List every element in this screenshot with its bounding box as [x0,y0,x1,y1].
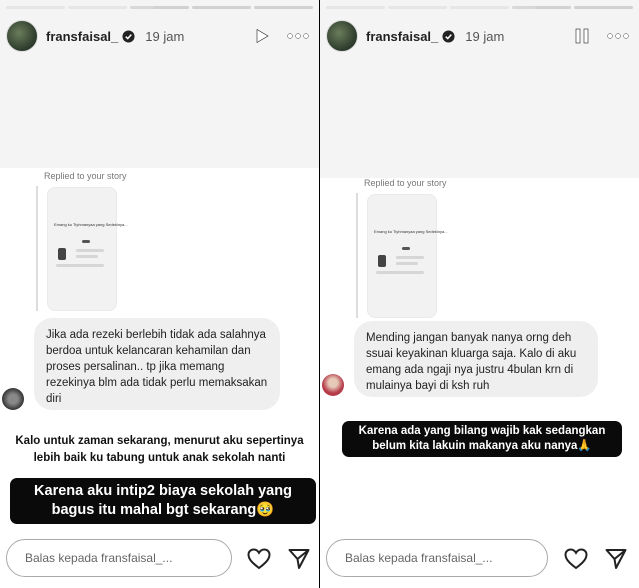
send-icon[interactable] [286,546,312,572]
thumbnail-text [396,262,418,265]
progress-segment [192,6,251,9]
quote-bar [356,193,358,318]
progress-segment [388,6,447,9]
emoji: 🥹 [256,502,275,518]
progress-segment-current [130,6,189,9]
caption-text [0,433,319,467]
progress-segment [326,6,385,9]
thumbnail-image [58,248,66,260]
reply-placeholder: Balas kepada fransfaisal_... [345,551,493,565]
progress-segment [254,6,313,9]
post-time: 19 jam [145,28,185,44]
avatar[interactable] [6,20,38,52]
progress-segment [6,6,65,9]
story-thumbnail[interactable] [367,194,448,318]
verified-badge-icon [122,30,135,43]
thumbnail-text [56,264,104,267]
caption-line: Karena aku intip2 biaya sekolah yang [34,483,292,499]
sender-avatar [2,388,24,410]
heart-icon[interactable] [246,546,272,572]
story-footer [0,528,319,588]
avatar[interactable] [326,20,358,52]
play-icon[interactable] [249,23,275,49]
username[interactable]: fransfaisal_ [46,28,119,44]
progress-segment [574,6,633,9]
quote-bar [36,186,38,311]
heart-icon[interactable] [563,546,589,572]
verified-badge-icon [442,30,455,43]
message-bubble: Mending jangan banyak nanya orng deh ssuai keyakinan kluarga saja. Kalo di aku emang ada ngaji nya justru 4bulan krn di mulainya bayi di ksh ruh [354,321,598,397]
post-time: 19 jam [465,28,505,44]
story-footer [320,528,639,588]
thumbnail-image [378,255,386,267]
thumbnail-text [396,256,424,259]
more-options-icon[interactable] [285,23,311,49]
thumbnail-heart [82,240,90,243]
story-header [326,18,631,54]
caption-line: lebih baik ku tabung untuk anak sekolah nanti [33,452,286,464]
thumbnail-title: Emang ku Tiyhmanyaa yang Sedekinya... [374,229,448,234]
reply-placeholder: Balas kepada fransfaisal_... [25,551,173,565]
reply-input[interactable] [326,539,548,577]
thumbnail-text [376,271,424,274]
caption-highlight [10,478,316,524]
caption-highlight [342,421,622,457]
progress-segment [68,6,127,9]
caption-line: Kalo untuk zaman sekarang, menurut aku sepertinya [15,435,304,447]
progress-segment-current [512,6,571,9]
pause-icon[interactable] [569,23,595,49]
thumbnail-heart [402,247,410,250]
more-options-icon[interactable] [605,23,631,49]
replied-label: Replied to your story [364,178,447,188]
story-thumbnail[interactable] [47,187,128,311]
send-icon[interactable] [603,546,629,572]
replied-label: Replied to your story [44,171,127,181]
username[interactable]: fransfaisal_ [366,28,439,44]
progress-bar [6,6,313,9]
progress-bar [326,6,633,9]
thumbnail-title: Emang ku Tiyhmanyaa yang Sedekinya... [54,222,128,227]
sender-avatar [322,374,344,396]
story-header [6,18,311,54]
progress-segment [450,6,509,9]
story-panel-left [0,0,319,588]
caption-line: bagus itu mahal bgt sekarang [51,502,257,518]
thumbnail-text [76,255,98,258]
message-bubble: Jika ada rezeki berlebih tidak ada salahnya berdoa untuk kelancaran kehamilan dan proses persalinan.. tp jika memang rezekinya blm ada tidak perlu memaksakan diri [34,318,280,410]
story-panel-right [320,0,639,588]
caption-line: belum kita lakuin makanya aku nanya [372,440,578,452]
emoji: 🙏 [577,440,592,452]
reply-input[interactable] [6,539,232,577]
thumbnail-text [76,249,104,252]
caption-line: Karena ada yang bilang wajib kak sedangkan [358,425,606,437]
